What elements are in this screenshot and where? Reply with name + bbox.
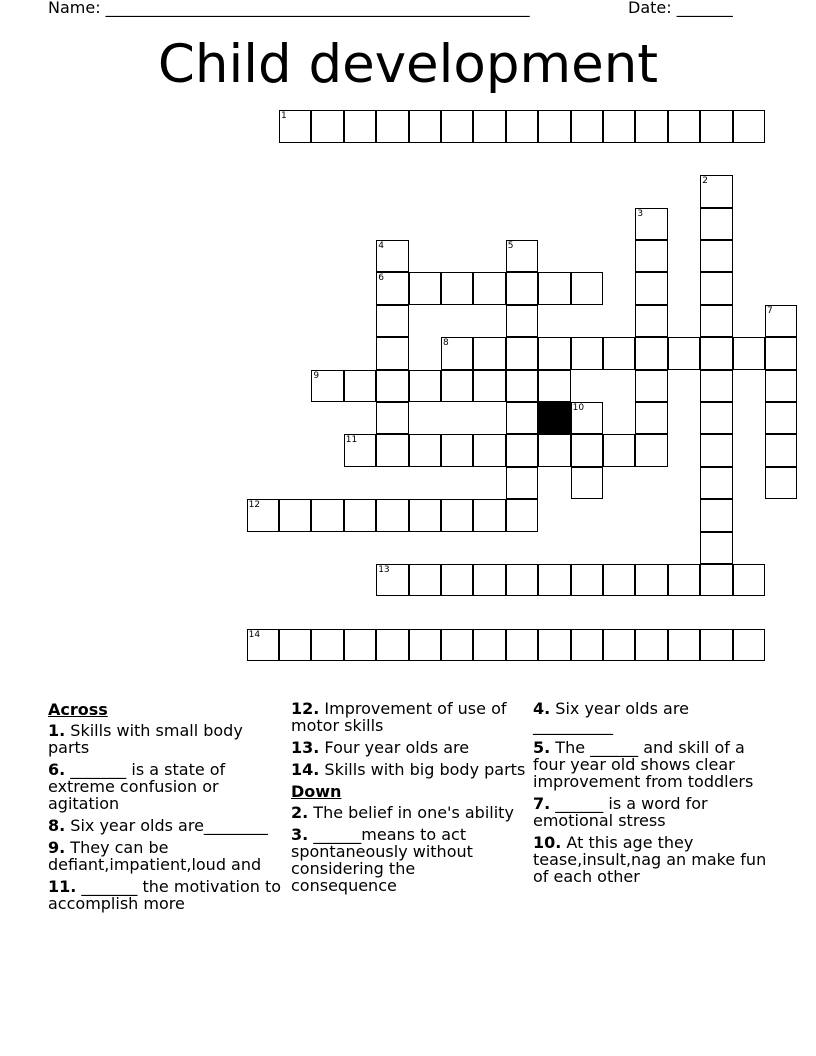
clue-number: 4	[378, 241, 384, 251]
grid-cell[interactable]	[441, 110, 473, 142]
grid-cell[interactable]	[733, 337, 765, 369]
grid-cell[interactable]	[376, 564, 408, 596]
grid-cell[interactable]	[765, 434, 797, 466]
grid-cell[interactable]	[700, 499, 732, 531]
grid-cell[interactable]	[376, 337, 408, 369]
clue-text: _______ the motivation to accomplish more	[48, 877, 282, 913]
clue-number: 3	[637, 208, 644, 219]
grid-cell[interactable]	[473, 434, 505, 466]
clue-item	[291, 826, 526, 894]
grid-cell[interactable]	[571, 434, 603, 466]
grid-cell[interactable]	[765, 305, 797, 337]
grid-cell[interactable]	[506, 402, 538, 434]
grid-cell[interactable]	[506, 434, 538, 466]
clue-number: 5	[507, 241, 514, 251]
grid-cell[interactable]	[506, 240, 538, 272]
grid-cell[interactable]	[311, 110, 343, 142]
across-clue-list-continued	[291, 700, 526, 778]
grid-cell[interactable]	[571, 402, 603, 434]
grid-cell[interactable]	[376, 110, 408, 142]
clue-text: Six year olds are________	[65, 816, 268, 835]
clue-label-number: 13.	[291, 738, 320, 757]
grid-cell[interactable]	[765, 467, 797, 499]
grid-cell[interactable]	[506, 564, 538, 596]
grid-cell[interactable]	[733, 110, 765, 142]
clue-text: They can be defiant,impatient,loud and	[48, 838, 262, 874]
grid-cell[interactable]	[538, 272, 570, 304]
grid-cell[interactable]	[441, 337, 473, 369]
clue-text: Skills with big body parts	[319, 760, 526, 779]
grid-cell[interactable]	[538, 564, 570, 596]
grid-cell[interactable]	[473, 499, 505, 531]
black-square	[538, 402, 570, 434]
grid-cell[interactable]	[700, 240, 732, 272]
grid-cell[interactable]	[279, 629, 311, 661]
grid-cell[interactable]	[635, 629, 667, 661]
clue-label-number: 9.	[48, 838, 66, 857]
clue-label-number: 14.	[291, 760, 320, 779]
clue-label-number: 10.	[533, 833, 562, 852]
clue-item	[533, 739, 768, 790]
grid-cell[interactable]	[538, 370, 570, 402]
grid-cell[interactable]	[603, 110, 635, 142]
grid-cell[interactable]	[441, 272, 473, 304]
grid-cell[interactable]	[733, 564, 765, 596]
grid-cell[interactable]	[279, 499, 311, 531]
grid-cell[interactable]	[700, 208, 732, 240]
down-clue-list-continued	[533, 700, 768, 885]
grid-cell[interactable]	[603, 564, 635, 596]
clue-item	[533, 834, 768, 885]
clue-item	[48, 817, 283, 834]
clue-item	[291, 700, 526, 734]
grid-cell[interactable]	[700, 110, 732, 142]
grid-cell[interactable]	[409, 499, 441, 531]
grid-cell[interactable]	[441, 499, 473, 531]
grid-cell[interactable]	[668, 337, 700, 369]
grid-cell[interactable]	[700, 305, 732, 337]
grid-cell[interactable]	[700, 467, 732, 499]
grid-cell[interactable]	[506, 305, 538, 337]
grid-cell[interactable]	[311, 370, 343, 402]
grid-cell[interactable]	[376, 629, 408, 661]
grid-cell[interactable]	[603, 337, 635, 369]
grid-cell[interactable]	[635, 402, 667, 434]
grid-cell[interactable]	[668, 629, 700, 661]
grid-cell[interactable]	[635, 564, 667, 596]
grid-cell[interactable]	[700, 370, 732, 402]
grid-cell[interactable]	[344, 629, 376, 661]
clue-column-2	[291, 700, 526, 899]
grid-cell[interactable]	[506, 272, 538, 304]
grid-cell[interactable]	[376, 370, 408, 402]
grid-cell[interactable]	[700, 272, 732, 304]
grid-cell[interactable]	[506, 499, 538, 531]
grid-cell[interactable]	[376, 434, 408, 466]
clue-text: Six year olds are __________	[533, 699, 689, 735]
clue-label-number: 1.	[48, 721, 66, 740]
grid-cell[interactable]	[409, 370, 441, 402]
grid-cell[interactable]	[668, 110, 700, 142]
grid-cell[interactable]	[538, 434, 570, 466]
grid-cell[interactable]	[311, 499, 343, 531]
clue-item	[291, 739, 526, 756]
clue-column-3	[533, 700, 768, 890]
grid-cell[interactable]	[765, 402, 797, 434]
grid-cell[interactable]	[376, 499, 408, 531]
grid-cell[interactable]	[635, 208, 667, 240]
clue-text: Four year olds are	[319, 738, 470, 757]
grid-cell[interactable]	[344, 110, 376, 142]
grid-cell[interactable]	[344, 499, 376, 531]
clue-item	[48, 722, 283, 756]
grid-cell[interactable]	[700, 402, 732, 434]
across-heading: Across	[48, 700, 108, 719]
clue-number: 8	[443, 338, 449, 349]
grid-cell[interactable]	[571, 110, 603, 142]
grid-cell[interactable]	[635, 434, 667, 466]
clue-label-number: 3.	[291, 825, 309, 844]
grid-cell[interactable]	[441, 564, 473, 596]
clue-number: 12	[248, 500, 261, 511]
clue-label-number: 11.	[48, 877, 77, 896]
grid-cell[interactable]	[441, 434, 473, 466]
grid-cell[interactable]	[700, 629, 732, 661]
grid-cell[interactable]	[571, 629, 603, 661]
grid-cell[interactable]	[473, 272, 505, 304]
page-title: Child development	[157, 34, 659, 95]
clue-number: 7	[767, 305, 773, 316]
grid-cell[interactable]	[506, 370, 538, 402]
grid-cell[interactable]	[376, 305, 408, 337]
clue-label-number: 2.	[291, 803, 309, 822]
grid-cell[interactable]	[668, 564, 700, 596]
grid-cell[interactable]	[409, 110, 441, 142]
grid-cell[interactable]	[700, 337, 732, 369]
clue-label-number: 5.	[533, 738, 551, 757]
clue-text: The belief in one's ability	[308, 803, 514, 822]
grid-cell[interactable]	[506, 337, 538, 369]
grid-cell[interactable]	[409, 272, 441, 304]
grid-cell[interactable]	[603, 629, 635, 661]
clue-number: 10	[572, 403, 585, 413]
grid-cell[interactable]	[473, 629, 505, 661]
grid-cell[interactable]	[765, 370, 797, 402]
across-clue-list	[48, 722, 283, 912]
grid-cell[interactable]	[473, 370, 505, 402]
clue-number: 11	[345, 435, 358, 446]
grid-cell[interactable]	[635, 110, 667, 142]
grid-cell[interactable]	[538, 337, 570, 369]
grid-cell[interactable]	[571, 564, 603, 596]
clue-number: 6	[378, 273, 384, 284]
clue-label-number: 7.	[533, 794, 551, 813]
clue-number: 9	[313, 370, 320, 381]
clue-label-number: 4.	[533, 699, 551, 718]
grid-cell[interactable]	[441, 629, 473, 661]
clue-item	[48, 839, 283, 873]
grid-cell[interactable]	[376, 402, 408, 434]
clue-label-number: 8.	[48, 816, 66, 835]
grid-cell[interactable]	[344, 370, 376, 402]
clue-text: ______ is a word for emotional stress	[533, 794, 708, 830]
grid-cell[interactable]	[376, 272, 408, 304]
grid-cell[interactable]	[733, 629, 765, 661]
grid-cell[interactable]	[279, 110, 311, 142]
grid-cell[interactable]	[765, 337, 797, 369]
grid-cell[interactable]	[571, 272, 603, 304]
grid-cell[interactable]	[603, 434, 635, 466]
grid-cell[interactable]	[376, 240, 408, 272]
date-field[interactable]: Date: _______	[628, 0, 733, 17]
clue-text: Improvement of use of motor skills	[291, 699, 507, 735]
grid-cell[interactable]	[506, 629, 538, 661]
grid-cell[interactable]	[538, 110, 570, 142]
grid-cell[interactable]	[409, 629, 441, 661]
grid-cell[interactable]	[635, 305, 667, 337]
grid-cell[interactable]	[700, 532, 732, 564]
clue-label-number: 6.	[48, 760, 66, 779]
grid-cell[interactable]	[635, 370, 667, 402]
grid-cell[interactable]	[473, 110, 505, 142]
grid-cell[interactable]	[700, 564, 732, 596]
grid-cell[interactable]	[635, 240, 667, 272]
clue-number: 14	[248, 629, 261, 640]
clue-text: At this age they tease,insult,nag an make fun of each other	[533, 833, 767, 886]
clue-item	[48, 878, 283, 912]
grid-cell[interactable]	[441, 370, 473, 402]
grid-cell[interactable]	[571, 337, 603, 369]
grid-cell[interactable]	[571, 467, 603, 499]
clue-item	[533, 700, 768, 734]
grid-cell[interactable]	[473, 564, 505, 596]
clue-text: ______means to act spontaneously without considering the consequence	[291, 825, 473, 895]
grid-cell[interactable]	[700, 434, 732, 466]
clue-number: 2	[702, 176, 708, 187]
clue-item	[291, 804, 526, 821]
grid-cell[interactable]	[635, 337, 667, 369]
clue-text: _______ is a state of extreme confusion or agitation	[48, 760, 226, 813]
grid-cell[interactable]	[700, 175, 732, 207]
grid-cell[interactable]	[247, 499, 279, 531]
clue-text: The ______ and skill of a four year old shows clear improvement from toddlers	[533, 738, 754, 791]
clue-text: Skills with small body parts	[48, 721, 243, 757]
down-heading: Down	[291, 782, 342, 801]
grid-cell[interactable]	[344, 434, 376, 466]
grid-cell[interactable]	[409, 434, 441, 466]
name-field[interactable]: Name: _____________________________________________________	[48, 0, 530, 17]
grid-cell[interactable]	[409, 564, 441, 596]
grid-cell[interactable]	[538, 629, 570, 661]
clue-number: 13	[378, 565, 390, 575]
grid-cell[interactable]	[247, 629, 279, 661]
clue-item	[48, 761, 283, 812]
down-clue-list	[291, 804, 526, 894]
grid-cell[interactable]	[473, 337, 505, 369]
clue-item	[291, 761, 526, 778]
grid-cell[interactable]	[635, 272, 667, 304]
clue-label-number: 12.	[291, 699, 320, 718]
clue-column-1	[48, 700, 283, 917]
clue-number: 1	[281, 111, 287, 122]
grid-cell[interactable]	[506, 110, 538, 142]
grid-cell[interactable]	[311, 629, 343, 661]
clue-item	[533, 795, 768, 829]
grid-cell[interactable]	[506, 467, 538, 499]
